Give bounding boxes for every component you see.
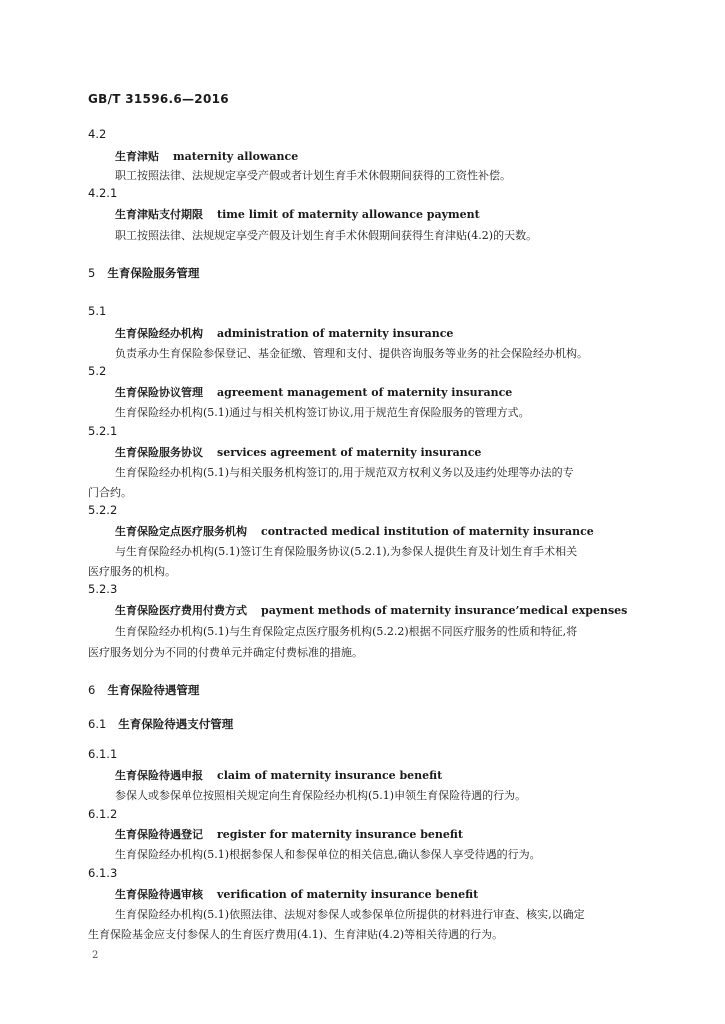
term-heading <box>115 206 480 222</box>
term-zh: 生育保险协议管理 <box>115 386 203 399</box>
term-definition: 生育保险经办机构(5.1)依照法律、法规对参保人或参保单位所提供的材料进行审查、核实,以确定 <box>115 908 585 921</box>
term-definition: 职工按照法律、法规规定享受产假及计划生育手术休假期间获得生育津贴(4.2)的天数。 <box>115 229 538 242</box>
term-en: services agreement of maternity insurance <box>217 446 482 459</box>
term-zh: 生育津贴支付期限 <box>115 208 203 221</box>
term-definition-continued: 医疗服务划分为不同的付费单元并确定付费标准的措施。 <box>88 646 363 659</box>
term-zh: 生育保险经办机构 <box>115 327 203 340</box>
term-definition: 与生育保险经办机构(5.1)签订生育保险服务协议(5.2.1),为参保人提供生育及计划生育手术相关 <box>115 545 578 558</box>
clause-number: 6.1.2 <box>88 807 118 821</box>
section-number: 5 <box>88 266 96 280</box>
term-zh: 生育保险待遇登记 <box>115 828 203 841</box>
clause-number: 5.2.1 <box>88 424 118 438</box>
term-en: contracted medical institution of maternity insurance <box>261 525 594 538</box>
term-definition: 生育保险经办机构(5.1)根据参保人和参保单位的相关信息,确认参保人享受待遇的行为。 <box>115 848 541 861</box>
term-heading <box>115 325 453 341</box>
term-heading <box>115 886 478 902</box>
term-definition-continued: 门合约。 <box>88 486 132 499</box>
term-zh: 生育保险医疗费用付费方式 <box>115 604 247 617</box>
section-number: 6 <box>88 683 96 697</box>
section-heading <box>88 682 199 698</box>
subsection-title: 生育保险待遇支付管理 <box>118 717 234 731</box>
term-zh: 生育保险服务协议 <box>115 446 203 459</box>
clause-number: 4.2.1 <box>88 186 118 200</box>
term-en: verification of maternity insurance benefit <box>217 888 479 901</box>
term-definition: 生育保险经办机构(5.1)与相关服务机构签订的,用于规范双方权利义务以及违约处理等办法的专 <box>115 466 574 479</box>
term-heading <box>115 826 463 842</box>
term-en: maternity allowance <box>173 150 299 163</box>
term-definition: 生育保险经办机构(5.1)与生育保险定点医疗服务机构(5.2.2)根据不同医疗服务的性质和特征,将 <box>115 625 578 638</box>
clause-number: 6.1.3 <box>88 866 118 880</box>
standard-code: GB/T 31596.6—2016 <box>88 92 229 106</box>
term-en: payment methods of maternity insurance’medical expenses <box>261 604 628 617</box>
term-en: agreement management of maternity insurance <box>217 386 513 399</box>
clause-number: 5.2.3 <box>88 582 118 596</box>
section-heading <box>88 265 199 281</box>
clause-number: 5.2 <box>88 364 107 378</box>
clause-number: 6.1.1 <box>88 747 118 761</box>
section-title: 生育保险服务管理 <box>107 266 200 280</box>
term-definition: 生育保险经办机构(5.1)通过与相关机构签订协议,用于规范生育保险服务的管理方式。 <box>115 406 530 419</box>
term-heading <box>115 444 481 460</box>
term-zh: 生育保险待遇申报 <box>115 769 203 782</box>
term-zh: 生育保险待遇审核 <box>115 888 203 901</box>
term-definition-continued: 生育保险基金应支付参保人的生育医疗费用(4.1)、生育津贴(4.2)等相关待遇的行为。 <box>88 928 504 941</box>
term-definition: 职工按照法律、法规规定享受产假或者计划生育手术休假期间获得的工资性补偿。 <box>115 169 511 182</box>
term-en: register for maternity insurance benefit <box>217 828 463 841</box>
term-heading <box>115 148 298 164</box>
term-definition: 负责承办生育保险参保登记、基金征缴、管理和支付、提供咨询服务等业务的社会保险经办机构。 <box>115 347 588 360</box>
term-definition-continued: 医疗服务的机构。 <box>88 565 176 578</box>
clause-number: 5.2.2 <box>88 503 118 517</box>
term-heading <box>115 767 442 783</box>
term-en: claim of maternity insurance benefit <box>217 769 443 782</box>
term-en: administration of maternity insurance <box>217 327 454 340</box>
subsection-number: 6.1 <box>88 717 107 731</box>
term-heading <box>115 384 512 400</box>
term-zh: 生育津贴 <box>115 150 159 163</box>
term-definition: 参保人或参保单位按照相关规定向生育保险经办机构(5.1)申领生育保险待遇的行为。 <box>115 789 527 802</box>
term-en: time limit of maternity allowance payment <box>217 208 480 221</box>
page-number: 2 <box>92 950 99 961</box>
clause-number: 5.1 <box>88 304 107 318</box>
subsection-heading <box>88 716 233 732</box>
term-zh: 生育保险定点医疗服务机构 <box>115 525 247 538</box>
clause-number: 4.2 <box>88 127 107 141</box>
term-heading <box>115 602 627 618</box>
term-heading <box>115 523 594 539</box>
section-title: 生育保险待遇管理 <box>107 683 200 697</box>
